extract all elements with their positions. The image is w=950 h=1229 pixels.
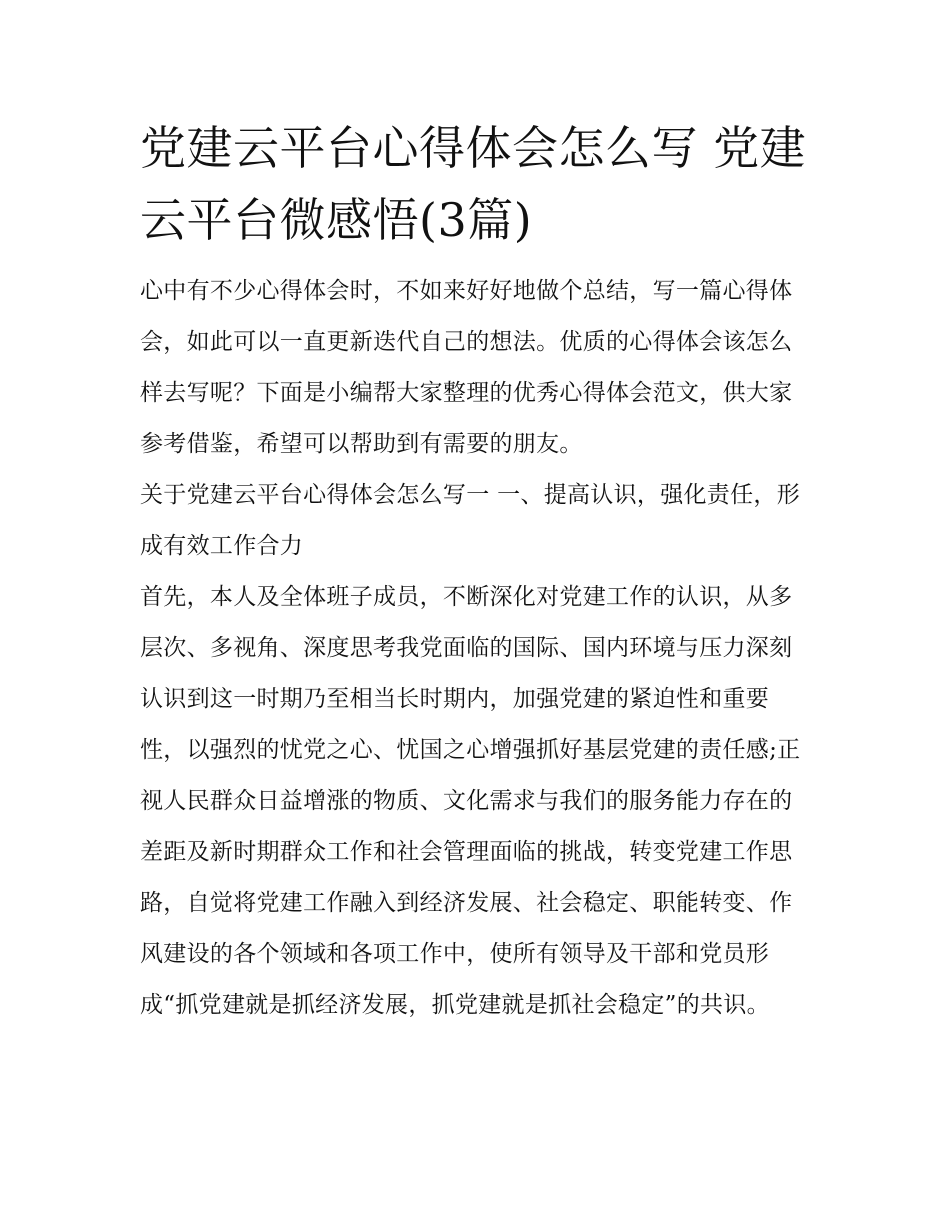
document-title: 党建云平台心得体会怎么写 党建云平台微感悟(3篇) xyxy=(140,121,807,247)
document-page xyxy=(140,112,812,1031)
body-paragraph: 首先，本人及全体班子成员，不断深化对党建工作的认识，从多层次、多视角、深度思考我党面临的国际、国内环境与压力深刻认识到这一时期乃至相当长时期内，加强党建的紧迫性和重要性，以强烈的忧党之心、忧国之心增强抓好基层党建的责任感;正视人民群众日益增涨的物质、文化需求与我们的服务能力存在的差距及新时期群众工作和社会管理面临的挑战，转变党建工作思路，自觉将党建工作融入到经济发展、社会稳定、职能转变、作风建设的各个领域和各项工作中，使所有领导及干部和党员形成“抓党建就是抓经济发展，抓党建就是抓社会稳定”的共识。 xyxy=(140,584,801,1018)
section-heading: 关于党建云平台心得体会怎么写一 一、提高认识，强化责任，形成有效工作合力 xyxy=(140,482,801,559)
intro-paragraph: 心中有不少心得体会时，不如来好好地做个总结，写一篇心得体会，如此可以一直更新迭代自己的想法。优质的心得体会该怎么样去写呢？下面是小编帮大家整理的优秀心得体会范文，供大家参考借鉴，希望可以帮助到有需要的朋友。 xyxy=(140,278,793,457)
